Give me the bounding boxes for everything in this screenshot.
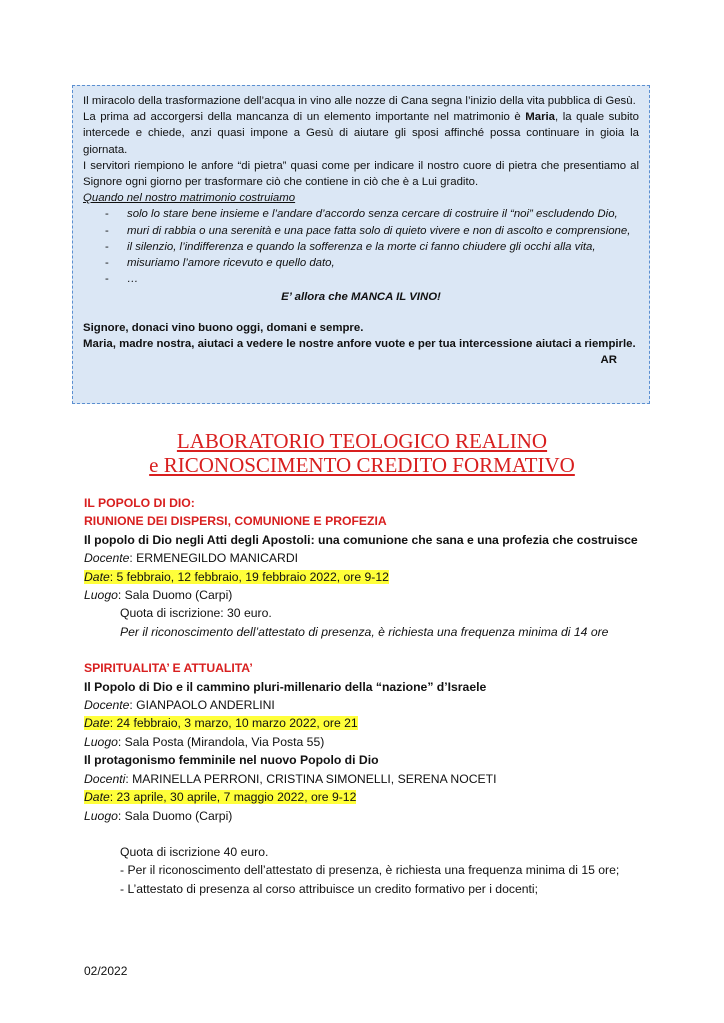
date-line: [84, 788, 664, 806]
label: Date: [84, 716, 110, 731]
docenti-line: [84, 770, 664, 788]
value: : 5 febbraio, 12 febbraio, 19 febbraio 2022, ore 9-12: [109, 569, 389, 584]
value: : 24 febbraio, 3 marzo, 10 marzo 2022, ore 21: [109, 716, 358, 731]
date-line: [84, 714, 664, 732]
section1-heading-1: IL POPOLO DI DIO:: [84, 496, 195, 510]
label: Luogo: [84, 588, 118, 603]
list-item: - solo lo stare bene insieme e l’andare d’accordo senza cercare di costruire il “noi” escludendo Dio,: [83, 206, 639, 222]
attendance-note: Per il riconoscimento dell’attestato di presenza, è richiesta una frequenza minima di 14 ore: [120, 624, 609, 639]
value: : Sala Duomo (Carpi): [117, 588, 233, 603]
paragraph-cana: Il miracolo della trasformazione dell’acqua in vino alle nozze di Cana segna l’inizio della vita pubblica di Gesù.: [83, 95, 636, 107]
label: Date: [84, 790, 110, 805]
list-item: - …: [83, 271, 639, 287]
text: Maria, madre nostra, aiutaci a vedere le nostre anfore vuote e per tua intercessione aiutaci a riempirle.: [83, 337, 636, 350]
paragraph-servitori: I servitori riempiono le anfore “di pietra” quasi come per indicare il nostro cuore di pietra che presentiamo al Signore ogni giorno per trasformare ciò che contiene in ciò che è a Lui gradito.: [83, 159, 639, 189]
value: : GIANPAOLO ANDERLINI: [129, 698, 275, 713]
attendance-note: - Per il riconoscimento dell’attestato di presenza, è richiesta una frequenza minima di 15 ore;: [120, 863, 620, 878]
maria-name: Maria: [525, 111, 556, 124]
course-title: Il protagonismo femminile nel nuovo Popolo di Dio: [84, 753, 379, 768]
label: Docente: [84, 551, 130, 566]
list-heading: Quando nel nostro matrimonio costruiamo: [83, 192, 296, 205]
label: Docenti: [84, 771, 126, 786]
paragraph-maria: [83, 109, 639, 158]
manca-il-vino: E’ allora che MANCA IL VINO!: [281, 291, 441, 304]
value: : Sala Posta (Mirandola, Via Posta 55): [117, 734, 325, 749]
page-footer-date: 02/2022: [84, 964, 128, 978]
page-title-line-2: e RICONOSCIMENTO CREDITO FORMATIVO: [149, 453, 575, 477]
value: : 23 aprile, 30 aprile, 7 maggio 2022, ore 9-12: [109, 790, 357, 805]
text: , la quale subito intercede e chiede, anzi quasi impone a Gesù di aiutare gli sposi affinché possa continuare in gioia la giornata.: [83, 111, 639, 156]
value: : ERMENEGILDO MANICARDI: [129, 551, 299, 566]
prayer-line-1: Signore, donaci vino buono oggi, domani e sempre.: [83, 321, 364, 334]
credit-note: - L’attestato di presenza al corso attribuisce un credito formativo per i docenti;: [120, 881, 538, 896]
value: : MARINELLA PERRONI, CRISTINA SIMONELLI, SERENA NOCETI: [125, 771, 497, 786]
course-listing: [84, 494, 664, 898]
quota-line: Quota di iscrizione: 30 euro.: [120, 606, 272, 621]
list-item: - il silenzio, l’indifferenza e quando la sofferenza e la morte ci fanno chiudere gli occhi alla vita,: [83, 239, 639, 255]
quota-line: Quota di iscrizione 40 euro.: [120, 844, 269, 859]
label: Date: [84, 569, 110, 584]
label: Luogo: [84, 808, 118, 823]
docente-line: [84, 549, 664, 567]
docente-line: [84, 696, 664, 714]
luogo-line: [84, 733, 664, 751]
course-title: Il popolo di Dio negli Atti degli Apostoli: una comunione che sana e una profezia che costruisce: [84, 532, 638, 547]
list-item: - muri di rabbia o una serenità e una pace fatta solo di quieto vivere e non di ascolto e comprensione,: [83, 223, 639, 239]
label: Luogo: [84, 734, 118, 749]
luogo-line: [84, 807, 664, 825]
luogo-line: [84, 586, 664, 604]
reflection-box: [72, 85, 650, 404]
prayer-line-2: [83, 336, 639, 367]
course-title: Il Popolo di Dio e il cammino pluri-millenario della “nazione” d’Israele: [84, 679, 487, 694]
reflection-list: [83, 206, 639, 287]
label: Docente: [84, 698, 130, 713]
signature: AR: [600, 354, 617, 367]
date-line: [84, 568, 664, 586]
value: : Sala Duomo (Carpi): [117, 808, 233, 823]
text: La prima ad accorgersi della mancanza di un elemento importante nel matrimonio è: [83, 111, 526, 124]
section1-heading-2: RIUNIONE DEI DISPERSI, COMUNIONE E PROFEZIA: [84, 514, 387, 529]
list-item: - misuriamo l’amore ricevuto e quello dato,: [83, 255, 639, 271]
page-title-line-1: LABORATORIO TEOLOGICO REALINO: [176, 429, 548, 453]
section2-heading: SPIRITUALITA’ E ATTUALITA’: [84, 661, 253, 676]
